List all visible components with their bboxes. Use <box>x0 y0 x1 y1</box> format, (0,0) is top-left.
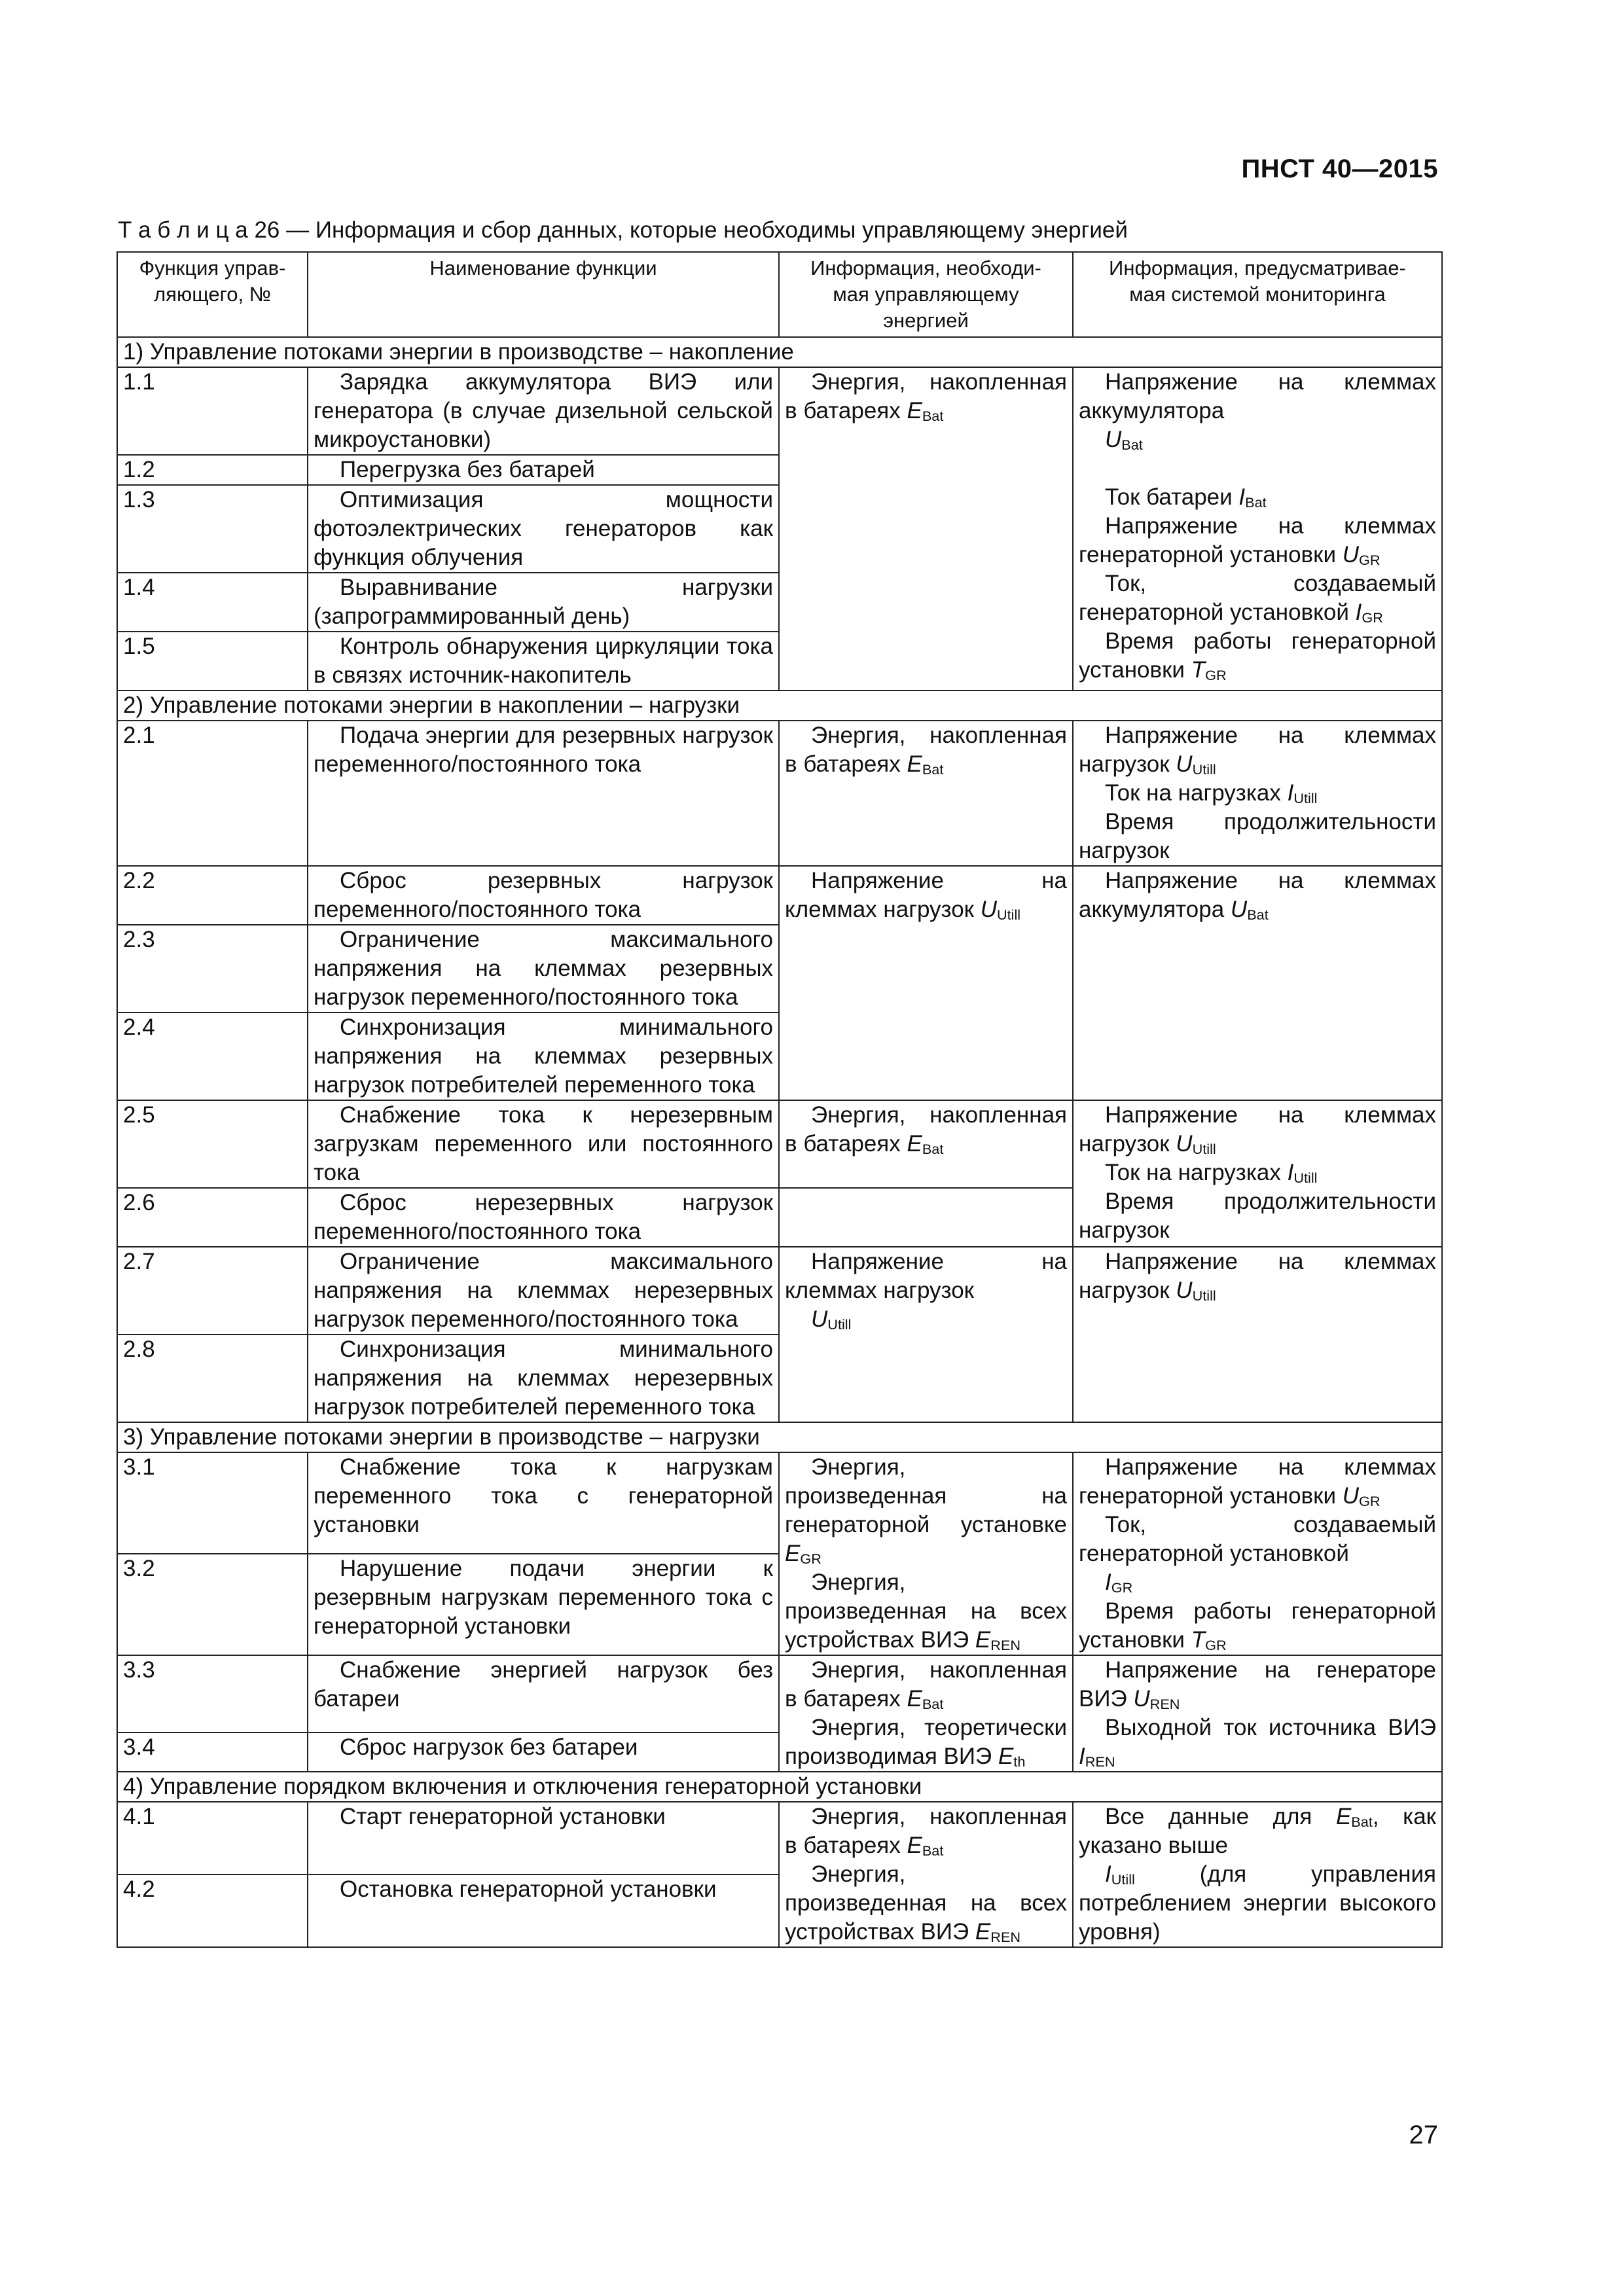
table-row <box>117 1802 1442 1874</box>
cell-paragraph: Зарядка аккумулятора ВИЭ или генератора (в случае дизельной сельской микроустановки) <box>314 369 773 452</box>
cell-paragraph: Подача энергии для резервных нагрузок переменного/постоянного тока <box>314 723 773 777</box>
cell-paragraph: Время работы генераторной установки $T_{GR}$ <box>1079 628 1436 683</box>
cell-paragraph <box>1079 454 1436 483</box>
cell-paragraph: Энергия, произведенная на всех устройствах ВИЭ $E_{REN}$ <box>785 1570 1067 1653</box>
document-code: ПНСТ 40—2015 <box>1241 154 1438 183</box>
cell-paragraph: Напряжение на генераторе ВИЭ $U_{REN}$ <box>1079 1657 1436 1712</box>
cell-paragraph: Напряжение на клеммах нагрузок $U_{Utill}$ <box>1079 723 1436 778</box>
function-name <box>308 1247 779 1335</box>
table-row <box>117 1452 1442 1554</box>
cell-paragraph: $U_{Bat}$ <box>1105 427 1143 453</box>
function-number: 4.1 <box>117 1802 308 1874</box>
cell-paragraph: $I_{GR}$ <box>1105 1570 1133 1596</box>
cell-paragraph: Сброс резервных нагрузок переменного/постоянного тока <box>314 868 773 922</box>
table-row <box>117 866 1442 925</box>
function-number: 1.1 <box>117 367 308 455</box>
function-name <box>308 721 779 866</box>
section-row <box>117 1772 1442 1802</box>
function-number: 2.2 <box>117 866 308 925</box>
info-monitoring-cell <box>1073 1100 1442 1247</box>
info-monitoring-cell <box>1073 1802 1442 1947</box>
cell-paragraph: Сброс нагрузок без батареи <box>340 1734 638 1760</box>
cell-paragraph: Ток, создаваемый генераторной установкой <box>1079 1512 1436 1566</box>
function-name <box>308 925 779 1013</box>
cell-paragraph: Ток на нагрузках $I_{Utill}$ <box>1105 1160 1318 1186</box>
info-needed-cell <box>779 1452 1073 1655</box>
function-name <box>308 1874 779 1947</box>
function-number: 3.4 <box>117 1732 308 1772</box>
function-number: 2.5 <box>117 1100 308 1188</box>
function-number: 1.2 <box>117 455 308 485</box>
table-body <box>117 337 1442 1947</box>
column-header: Информация, предусматривае- мая системой мониторинга <box>1073 252 1442 337</box>
function-name <box>308 455 779 485</box>
function-name <box>308 1100 779 1188</box>
cell-paragraph: Снабжение тока к нерезервным загрузкам переменного или постоянного тока <box>314 1102 773 1185</box>
function-name <box>308 1013 779 1100</box>
function-name <box>308 485 779 573</box>
cell-paragraph: Ограничение максимального напряжения на клеммах резервных нагрузок переменного/постоянного тока <box>314 927 773 1010</box>
table-row <box>117 1247 1442 1335</box>
function-number: 4.2 <box>117 1874 308 1947</box>
function-name <box>308 632 779 691</box>
cell-paragraph: Энергия, накопленная в батареях $E_{Bat}$ <box>785 1804 1067 1859</box>
info-needed-cell <box>779 1188 1073 1247</box>
cell-paragraph: Время работы генераторной установки $T_{GR}$ <box>1079 1598 1436 1653</box>
table-row <box>117 367 1442 455</box>
info-needed-cell <box>779 1802 1073 1947</box>
cell-paragraph: Напряжение на клеммах нагрузок <box>785 1249 1067 1303</box>
info-needed-cell <box>779 721 1073 866</box>
function-number: 3.2 <box>117 1554 308 1655</box>
cell-paragraph: Энергия, накопленная в батареях $E_{Bat}$ <box>785 1102 1067 1157</box>
cell-paragraph: Остановка генераторной установки <box>340 1876 717 1902</box>
section-title: 4) Управление порядком включения и отключения генераторной установки <box>117 1772 1442 1802</box>
function-number: 2.3 <box>117 925 308 1013</box>
function-number: 2.1 <box>117 721 308 866</box>
table-header-row <box>117 252 1442 337</box>
function-name <box>308 1335 779 1422</box>
cell-paragraph: $U_{Utill}$ <box>811 1306 852 1333</box>
section-title: 3) Управление потоками энергии в производстве – нагрузки <box>117 1422 1442 1452</box>
section-title: 1) Управление потоками энергии в производстве – накопление <box>117 337 1442 367</box>
cell-paragraph: Напряжение на клеммах генераторной установки $U_{GR}$ <box>1079 1454 1436 1509</box>
info-monitoring-cell <box>1073 1247 1442 1422</box>
function-number: 2.4 <box>117 1013 308 1100</box>
cell-paragraph: Напряжение на клеммах нагрузок $U_{Utill}$ <box>1079 1102 1436 1157</box>
cell-paragraph: Энергия, произведенная на всех устройствах ВИЭ $E_{REN}$ <box>785 1861 1067 1945</box>
cell-paragraph: Энергия, произведенная на генераторной установке $E_{GR}$ <box>785 1454 1067 1567</box>
cell-paragraph: Нарушение подачи энергии к резервным нагрузкам переменного тока с генераторной установки <box>314 1556 773 1639</box>
cell-paragraph: Контроль обнаружения циркуляции тока в связях источник-накопитель <box>314 634 773 688</box>
column-header: Наименование функции <box>308 252 779 337</box>
cell-paragraph: Энергия, накопленная в батареях $E_{Bat}$ <box>785 1657 1067 1712</box>
cell-paragraph: Напряжение на клеммах аккумулятора $U_{Bat}$ <box>1079 868 1436 923</box>
cell-paragraph: Энергия, накопленная в батареях $E_{Bat}$ <box>785 369 1067 424</box>
table-caption: Т а б л и ц а 26 — Информация и сбор данных, которые необходимы управляющему энергией <box>118 217 1128 243</box>
cell-paragraph: Все данные для $E_{Bat}$, как указано выше <box>1079 1804 1436 1858</box>
function-name <box>308 1732 779 1772</box>
info-needed-cell <box>779 1655 1073 1772</box>
cell-paragraph: Синхронизация минимального напряжения на клеммах резервных нагрузок потребителей переменного тока <box>314 1014 773 1098</box>
cell-paragraph: Энергия, накопленная в батареях $E_{Bat}$ <box>785 723 1067 778</box>
function-name <box>308 1655 779 1732</box>
info-monitoring-cell <box>1073 866 1442 1100</box>
function-number: 2.6 <box>117 1188 308 1247</box>
function-name <box>308 1802 779 1874</box>
cell-paragraph: Снабжение энергией нагрузок без батареи <box>314 1657 773 1712</box>
function-number: 1.3 <box>117 485 308 573</box>
column-header: Информация, необходи- мая управляющему энергией <box>779 252 1073 337</box>
function-name <box>308 1188 779 1247</box>
page-number: 27 <box>1409 2121 1438 2149</box>
table-row <box>117 721 1442 866</box>
function-number: 3.3 <box>117 1655 308 1732</box>
info-monitoring-cell <box>1073 367 1442 691</box>
section-row <box>117 337 1442 367</box>
info-needed-cell <box>779 367 1073 691</box>
cell-paragraph: Синхронизация минимального напряжения на клеммах нерезервных нагрузок потребителей переменного тока <box>314 1336 773 1420</box>
cell-paragraph: Оптимизация мощности фотоэлектрических генераторов как функция облучения <box>314 487 773 570</box>
section-row <box>117 691 1442 721</box>
cell-paragraph: Энергия, теоретически производимая ВИЭ $E_{th}$ <box>785 1715 1067 1770</box>
function-number: 2.7 <box>117 1247 308 1335</box>
function-name <box>308 573 779 632</box>
table-row <box>117 1100 1442 1188</box>
cell-paragraph: Напряжение на клеммах нагрузок $U_{Utill}$ <box>1079 1249 1436 1304</box>
cell-paragraph: Напряжение на клеммах генераторной установки $U_{GR}$ <box>1079 513 1436 568</box>
section-title: 2) Управление потоками энергии в накоплении – нагрузки <box>117 691 1442 721</box>
function-number: 3.1 <box>117 1452 308 1554</box>
cell-paragraph: Выравнивание нагрузки (запрограммированный день) <box>314 575 773 629</box>
section-row <box>117 1422 1442 1452</box>
info-monitoring-cell <box>1073 1452 1442 1655</box>
cell-paragraph: Сброс нерезервных нагрузок переменного/постоянного тока <box>314 1190 773 1244</box>
cell-paragraph: Время продолжительности нагрузок <box>1079 1189 1436 1243</box>
info-needed-cell <box>779 1100 1073 1188</box>
function-number: 1.5 <box>117 632 308 691</box>
cell-paragraph: Напряжение на клеммах нагрузок $U_{Utill}$ <box>785 868 1067 923</box>
info-needed-cell <box>779 1247 1073 1422</box>
info-needed-cell <box>779 866 1073 1100</box>
info-monitoring-cell <box>1073 1655 1442 1772</box>
cell-paragraph: Ток на нагрузках $I_{Utill}$ <box>1105 780 1318 806</box>
function-name <box>308 367 779 455</box>
function-name <box>308 866 779 925</box>
cell-paragraph: Перегрузка без батарей <box>340 457 595 482</box>
cell-paragraph: Время продолжительности нагрузок <box>1079 809 1436 863</box>
info-monitoring-cell <box>1073 721 1442 866</box>
cell-paragraph: $I_{Utill}$ (для управления потреблением энергии высокого уровня) <box>1079 1861 1436 1945</box>
cell-paragraph: Ограничение максимального напряжения на клеммах нерезервных нагрузок переменного/постоянного тока <box>314 1249 773 1332</box>
cell-paragraph: Снабжение тока к нагрузкам переменного тока с генераторной установки <box>314 1454 773 1537</box>
data-table <box>117 251 1443 1948</box>
function-name <box>308 1554 779 1655</box>
function-number: 1.4 <box>117 573 308 632</box>
cell-paragraph: Ток, создаваемый генераторной установкой $I_{GR}$ <box>1079 571 1436 626</box>
function-number: 2.8 <box>117 1335 308 1422</box>
cell-paragraph: Старт генераторной установки <box>340 1804 666 1829</box>
cell-paragraph: Напряжение на клеммах аккумулятора <box>1079 369 1436 423</box>
cell-paragraph: Выходной ток источника ВИЭ $I_{REN}$ <box>1079 1715 1436 1770</box>
table-row <box>117 1655 1442 1732</box>
column-header: Функция управ- ляющего, № <box>117 252 308 337</box>
cell-paragraph: Ток батареи $I_{Bat}$ <box>1105 484 1267 511</box>
function-name <box>308 1452 779 1554</box>
